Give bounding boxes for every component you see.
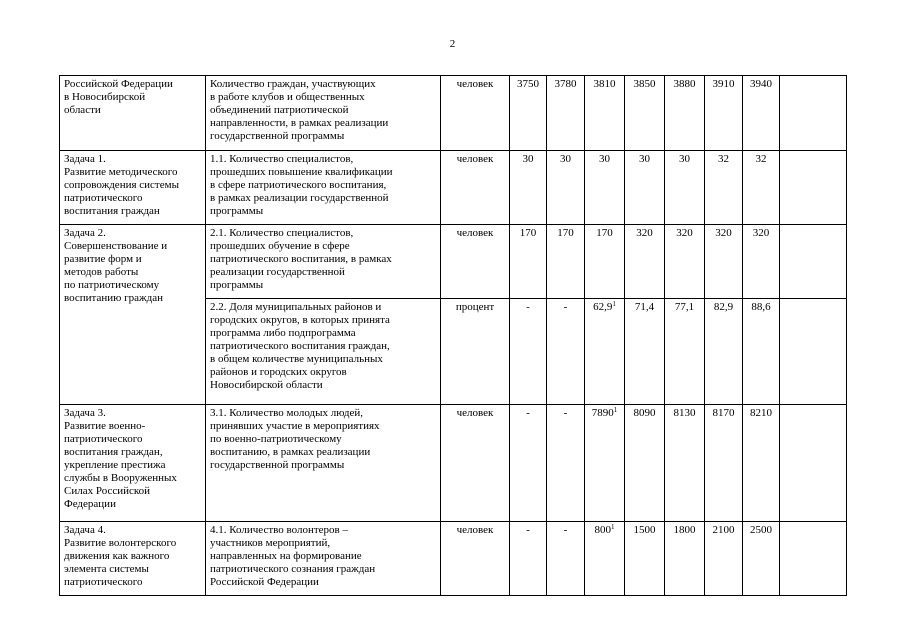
page-number: 2 <box>449 38 456 50</box>
value-cell: 1500 <box>625 522 665 596</box>
table-row <box>60 405 847 522</box>
empty-cell <box>780 522 847 596</box>
value-cell <box>585 299 625 405</box>
value-cell <box>585 522 625 596</box>
indicator-cell: 2.1. Количество специалистов, прошедших обучение в сфере патриотического воспитания, в рамках реализации государственной программы <box>206 225 441 299</box>
footnote-marker: 1 <box>611 523 615 531</box>
value-cell: 82,9 <box>705 299 743 405</box>
value-cell: - <box>547 299 585 405</box>
value-cell: - <box>547 522 585 596</box>
unit-cell: человек <box>441 151 510 225</box>
value-cell: 8170 <box>705 405 743 522</box>
value-cell: 170 <box>510 225 547 299</box>
value-cell: - <box>510 299 547 405</box>
value-cell: 3780 <box>547 76 585 151</box>
indicators-table <box>59 75 847 596</box>
unit-cell: человек <box>441 225 510 299</box>
indicator-cell: 4.1. Количество волонтеров – участников мероприятий, направленных на формирование патриотического сознания граждан Российской Федерации <box>206 522 441 596</box>
value-cell: 71,4 <box>625 299 665 405</box>
value-cell: 32 <box>743 151 780 225</box>
indicator-cell: 2.2. Доля муниципальных районов и городских округов, в которых принята программа либо подпрограмма патриотического воспитания граждан, в общем количестве муниципальных районов и городских округов Новосибирской области <box>206 299 441 405</box>
value-cell: 3810 <box>585 76 625 151</box>
value-cell: 8130 <box>665 405 705 522</box>
value-cell: 30 <box>547 151 585 225</box>
value-text: 800 <box>594 524 611 536</box>
table-row <box>60 151 847 225</box>
empty-cell <box>780 299 847 405</box>
value-cell: 30 <box>665 151 705 225</box>
indicator-cell: 1.1. Количество специалистов, прошедших повышение квалификации в сфере патриотического воспитания, в рамках реализации государственной программы <box>206 151 441 225</box>
value-cell: 170 <box>547 225 585 299</box>
task-cell: Задача 4. Развитие волонтерского движения как важного элемента системы патриотического <box>60 522 206 596</box>
value-cell: 2100 <box>705 522 743 596</box>
value-cell: 88,6 <box>743 299 780 405</box>
unit-cell: процент <box>441 299 510 405</box>
table-row <box>60 522 847 596</box>
empty-cell <box>780 76 847 151</box>
value-cell: 77,1 <box>665 299 705 405</box>
value-cell: 30 <box>625 151 665 225</box>
value-cell: 32 <box>705 151 743 225</box>
value-cell: 2500 <box>743 522 780 596</box>
value-cell: 3940 <box>743 76 780 151</box>
value-cell: 30 <box>585 151 625 225</box>
unit-cell: человек <box>441 76 510 151</box>
value-cell: 30 <box>510 151 547 225</box>
task-cell: Российской Федерации в Новосибирской области <box>60 76 206 151</box>
value-cell: 8090 <box>625 405 665 522</box>
task-cell: Задача 2. Совершенствование и развитие форм и методов работы по патриотическому воспитанию граждан <box>60 225 206 405</box>
value-cell: 3750 <box>510 76 547 151</box>
indicator-cell: 3.1. Количество молодых людей, принявших участие в мероприятиях по военно-патриотическому воспитанию, в рамках реализации государственной программы <box>206 405 441 522</box>
footnote-marker: 1 <box>612 300 616 308</box>
value-cell: 1800 <box>665 522 705 596</box>
value-cell: - <box>510 405 547 522</box>
value-cell: 320 <box>665 225 705 299</box>
indicator-cell: Количество граждан, участвующих в работе клубов и общественных объединений патриотической направленности, в рамках реализации государственной программы <box>206 76 441 151</box>
value-text: 7890 <box>591 407 614 419</box>
empty-cell <box>780 405 847 522</box>
unit-cell: человек <box>441 522 510 596</box>
value-cell: - <box>547 405 585 522</box>
value-cell: - <box>510 522 547 596</box>
empty-cell <box>780 151 847 225</box>
value-cell: 3880 <box>665 76 705 151</box>
empty-cell <box>780 225 847 299</box>
table-row <box>60 76 847 151</box>
value-cell: 3910 <box>705 76 743 151</box>
unit-cell: человек <box>441 405 510 522</box>
value-cell: 320 <box>625 225 665 299</box>
value-cell: 320 <box>743 225 780 299</box>
value-cell: 320 <box>705 225 743 299</box>
task-cell: Задача 3. Развитие военно- патриотического воспитания граждан, укрепление престижа службы в Вооруженных Силах Российской Федерации <box>60 405 206 522</box>
value-cell: 3850 <box>625 76 665 151</box>
table-row <box>60 225 847 299</box>
value-cell: 8210 <box>743 405 780 522</box>
task-cell: Задача 1. Развитие методического сопровождения системы патриотического воспитания граждан <box>60 151 206 225</box>
footnote-marker: 1 <box>613 406 618 414</box>
value-cell <box>585 405 625 522</box>
value-text: 62,9 <box>593 301 613 313</box>
value-cell: 170 <box>585 225 625 299</box>
